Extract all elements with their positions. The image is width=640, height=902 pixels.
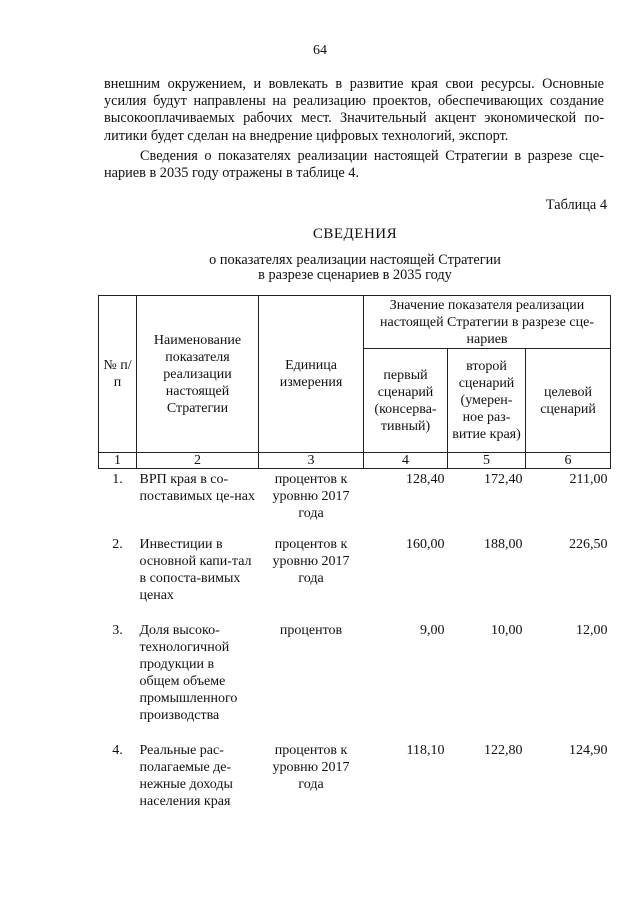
header-value-group: Значение показателя реализации настоящей Стратегии в разрезе сце-нариев xyxy=(364,296,611,349)
paragraph-line: высокооплачиваемых рабочих мест. Значительный акцент экономической по- xyxy=(104,110,604,127)
value-scenario-1: 9,00 xyxy=(420,623,445,638)
column-number: 3 xyxy=(259,453,364,469)
paragraph-line: усилия будут направлены на реализацию проектов, обеспечивающих создание xyxy=(104,93,604,110)
header-scenario-3: целевой сценарий xyxy=(526,349,611,453)
subtitle-line: в разрезе сценариев в 2035 году xyxy=(258,267,452,283)
paragraph-2 xyxy=(104,148,604,182)
indicator-unit: процентов к уровню 2017 года xyxy=(272,743,350,792)
row-number: 4. xyxy=(112,743,123,758)
indicator-unit: процентов к уровню 2017 года xyxy=(272,537,350,586)
value-scenario-3: 211,00 xyxy=(569,472,608,487)
table-label: Таблица 4 xyxy=(545,197,607,213)
value-scenario-2: 172,40 xyxy=(484,472,523,487)
value-scenario-1: 118,10 xyxy=(406,743,445,758)
indicator-name: Инвестиции в основной капи-тал в сопоста-вимых ценах xyxy=(139,537,252,603)
column-number: 2 xyxy=(137,453,259,469)
paragraph-line: нариев в 2035 году отражены в таблице 4. xyxy=(104,165,360,182)
row-number: 1. xyxy=(112,472,123,487)
paragraph-line: литики будет сделан на внедрение цифровых технологий, экспорт. xyxy=(104,127,509,144)
value-scenario-3: 124,90 xyxy=(569,743,608,758)
value-scenario-2: 188,00 xyxy=(484,537,523,552)
value-scenario-1: 160,00 xyxy=(406,537,445,552)
header-scenario-2: второй сценарий (умерен-ное раз-витие края) xyxy=(448,349,526,453)
table-row xyxy=(99,742,611,818)
value-scenario-2: 10,00 xyxy=(491,623,523,638)
table-row xyxy=(99,536,611,622)
indicators-table xyxy=(98,295,611,818)
header-num: № п/п xyxy=(99,296,137,453)
table-row xyxy=(99,469,611,537)
indicator-unit: процентов xyxy=(279,623,343,638)
column-number: 1 xyxy=(99,453,137,469)
document-title: СВЕДЕНИЯ xyxy=(312,226,398,242)
header-name: Наименование показателя реализации настоящей Стратегии xyxy=(137,296,259,453)
column-number: 4 xyxy=(364,453,448,469)
row-number: 3. xyxy=(112,623,123,638)
indicator-name: ВРП края в со-поставимых це-нах xyxy=(139,472,255,504)
header-scenario-1: первый сценарий (консерва-тивный) xyxy=(364,349,448,453)
column-number: 5 xyxy=(448,453,526,469)
value-scenario-3: 226,50 xyxy=(569,537,608,552)
paragraph-line: внешним окружением, и вовлекать в развитие края свои ресурсы. Основные xyxy=(104,76,604,92)
value-scenario-3: 12,00 xyxy=(576,623,608,638)
paragraph-line: Сведения о показателях реализации настоящей Стратегии в разрезе сце- xyxy=(140,148,604,164)
subtitle-line: о показателях реализации настоящей Стратегии xyxy=(209,252,501,268)
indicator-unit: процентов к уровню 2017 года xyxy=(272,472,350,521)
row-number: 2. xyxy=(112,537,123,552)
table-row xyxy=(99,622,611,742)
document-subtitle xyxy=(0,253,640,283)
value-scenario-2: 122,80 xyxy=(484,743,523,758)
page-number: 64 xyxy=(313,43,327,58)
indicator-name: Реальные рас-полагаемые де-нежные доходы населения края xyxy=(139,743,233,809)
paragraph-1 xyxy=(104,76,604,145)
column-number: 6 xyxy=(526,453,611,469)
value-scenario-1: 128,40 xyxy=(406,472,445,487)
header-unit: Единица измерения xyxy=(259,296,364,453)
indicator-name: Доля высоко-технологичной продукции в общем объеме промышленного производства xyxy=(139,623,238,723)
